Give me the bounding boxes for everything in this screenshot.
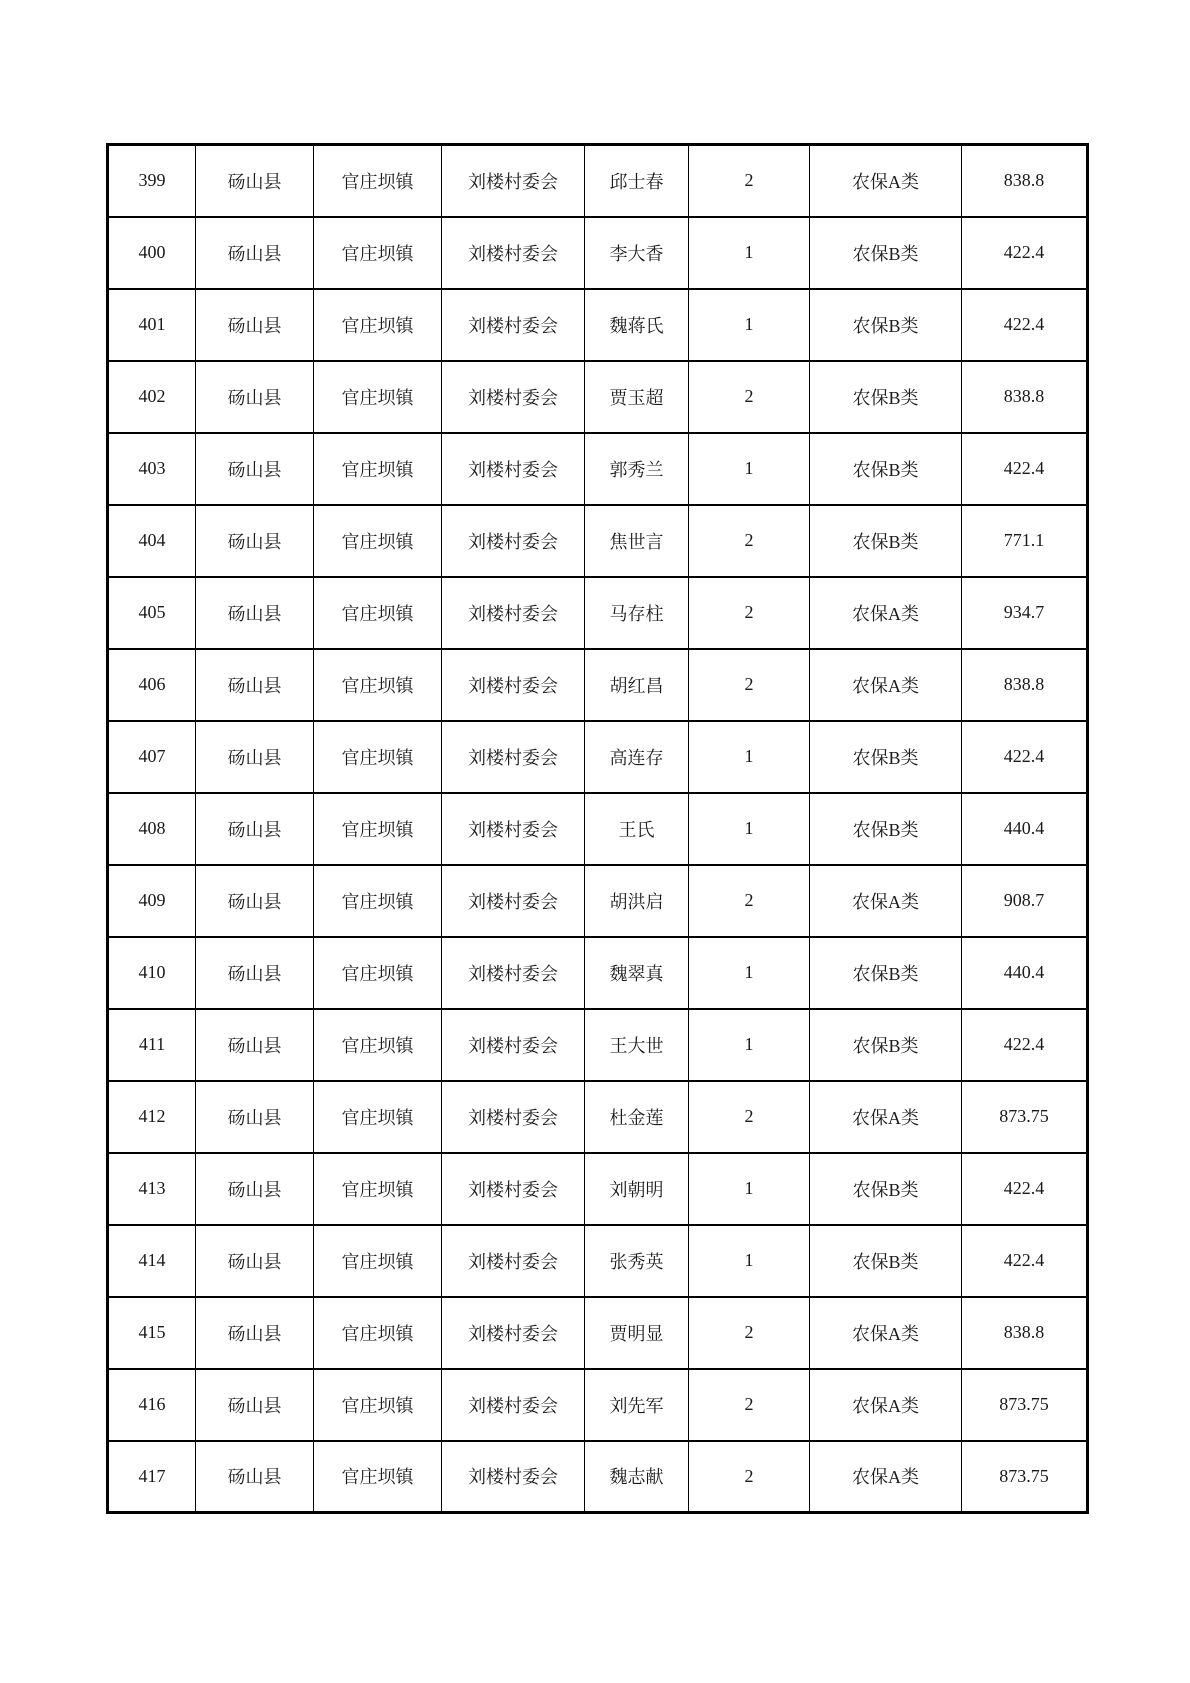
cell-serial-number: 406 [108, 649, 196, 721]
cell-county: 砀山县 [196, 1009, 314, 1081]
cell-village-committee: 刘楼村委会 [442, 289, 585, 361]
cell-person-count: 1 [689, 1009, 810, 1081]
cell-village-committee: 刘楼村委会 [442, 721, 585, 793]
cell-serial-number: 401 [108, 289, 196, 361]
table-row [108, 1369, 1088, 1441]
cell-person-count: 2 [689, 505, 810, 577]
cell-village-committee: 刘楼村委会 [442, 577, 585, 649]
cell-county: 砀山县 [196, 1225, 314, 1297]
cell-person-count: 2 [689, 1369, 810, 1441]
cell-village-committee: 刘楼村委会 [442, 1441, 585, 1513]
cell-town: 官庄坝镇 [314, 1297, 442, 1369]
cell-serial-number: 416 [108, 1369, 196, 1441]
cell-insurance-type: 农保A类 [810, 865, 962, 937]
cell-amount: 838.8 [962, 361, 1088, 433]
table-row [108, 865, 1088, 937]
cell-amount: 422.4 [962, 217, 1088, 289]
table-row [108, 1081, 1088, 1153]
cell-person-name: 胡洪启 [585, 865, 689, 937]
cell-serial-number: 412 [108, 1081, 196, 1153]
cell-amount: 873.75 [962, 1369, 1088, 1441]
cell-person-name: 贾明显 [585, 1297, 689, 1369]
cell-person-count: 1 [689, 433, 810, 505]
cell-amount: 908.7 [962, 865, 1088, 937]
cell-serial-number: 413 [108, 1153, 196, 1225]
cell-amount: 838.8 [962, 145, 1088, 217]
cell-insurance-type: 农保B类 [810, 433, 962, 505]
cell-amount: 838.8 [962, 649, 1088, 721]
cell-person-name: 魏翠真 [585, 937, 689, 1009]
cell-person-name: 邱士春 [585, 145, 689, 217]
cell-person-name: 焦世言 [585, 505, 689, 577]
cell-county: 砀山县 [196, 937, 314, 1009]
cell-serial-number: 410 [108, 937, 196, 1009]
cell-serial-number: 407 [108, 721, 196, 793]
cell-amount: 422.4 [962, 289, 1088, 361]
cell-serial-number: 399 [108, 145, 196, 217]
cell-person-name: 魏志献 [585, 1441, 689, 1513]
cell-amount: 873.75 [962, 1081, 1088, 1153]
cell-person-count: 1 [689, 1225, 810, 1297]
cell-amount: 422.4 [962, 1225, 1088, 1297]
cell-county: 砀山县 [196, 433, 314, 505]
cell-county: 砀山县 [196, 865, 314, 937]
table-row [108, 145, 1088, 217]
cell-insurance-type: 农保B类 [810, 937, 962, 1009]
cell-person-name: 高连存 [585, 721, 689, 793]
cell-person-name: 刘先军 [585, 1369, 689, 1441]
cell-insurance-type: 农保A类 [810, 145, 962, 217]
cell-village-committee: 刘楼村委会 [442, 937, 585, 1009]
cell-town: 官庄坝镇 [314, 289, 442, 361]
cell-town: 官庄坝镇 [314, 217, 442, 289]
cell-county: 砀山县 [196, 1369, 314, 1441]
cell-town: 官庄坝镇 [314, 1009, 442, 1081]
cell-village-committee: 刘楼村委会 [442, 649, 585, 721]
cell-town: 官庄坝镇 [314, 505, 442, 577]
table-body [108, 145, 1088, 1513]
cell-person-count: 1 [689, 937, 810, 1009]
cell-person-count: 2 [689, 577, 810, 649]
cell-county: 砀山县 [196, 361, 314, 433]
cell-person-name: 贾玉超 [585, 361, 689, 433]
cell-serial-number: 404 [108, 505, 196, 577]
table-row [108, 577, 1088, 649]
cell-insurance-type: 农保A类 [810, 1081, 962, 1153]
cell-village-committee: 刘楼村委会 [442, 1009, 585, 1081]
cell-town: 官庄坝镇 [314, 649, 442, 721]
cell-insurance-type: 农保A类 [810, 577, 962, 649]
cell-town: 官庄坝镇 [314, 145, 442, 217]
cell-insurance-type: 农保B类 [810, 1009, 962, 1081]
cell-insurance-type: 农保B类 [810, 361, 962, 433]
cell-insurance-type: 农保B类 [810, 289, 962, 361]
cell-village-committee: 刘楼村委会 [442, 1369, 585, 1441]
table-row [108, 361, 1088, 433]
cell-amount: 934.7 [962, 577, 1088, 649]
cell-county: 砀山县 [196, 577, 314, 649]
cell-town: 官庄坝镇 [314, 721, 442, 793]
cell-person-count: 2 [689, 1081, 810, 1153]
cell-person-count: 2 [689, 649, 810, 721]
cell-person-name: 王氏 [585, 793, 689, 865]
cell-serial-number: 417 [108, 1441, 196, 1513]
cell-town: 官庄坝镇 [314, 577, 442, 649]
cell-person-count: 2 [689, 1297, 810, 1369]
cell-county: 砀山县 [196, 721, 314, 793]
cell-person-name: 郭秀兰 [585, 433, 689, 505]
cell-serial-number: 414 [108, 1225, 196, 1297]
cell-insurance-type: 农保B类 [810, 721, 962, 793]
cell-person-name: 刘朝明 [585, 1153, 689, 1225]
cell-amount: 422.4 [962, 1153, 1088, 1225]
cell-village-committee: 刘楼村委会 [442, 505, 585, 577]
cell-town: 官庄坝镇 [314, 1153, 442, 1225]
cell-amount: 422.4 [962, 433, 1088, 505]
cell-insurance-type: 农保B类 [810, 505, 962, 577]
cell-county: 砀山县 [196, 1081, 314, 1153]
cell-insurance-type: 农保B类 [810, 217, 962, 289]
cell-amount: 838.8 [962, 1297, 1088, 1369]
cell-serial-number: 415 [108, 1297, 196, 1369]
cell-insurance-type: 农保A类 [810, 1297, 962, 1369]
cell-insurance-type: 农保A类 [810, 649, 962, 721]
cell-amount: 873.75 [962, 1441, 1088, 1513]
cell-county: 砀山县 [196, 649, 314, 721]
cell-county: 砀山县 [196, 793, 314, 865]
cell-county: 砀山县 [196, 505, 314, 577]
cell-insurance-type: 农保A类 [810, 1369, 962, 1441]
cell-town: 官庄坝镇 [314, 1081, 442, 1153]
cell-serial-number: 408 [108, 793, 196, 865]
cell-person-count: 2 [689, 361, 810, 433]
cell-person-count: 1 [689, 721, 810, 793]
cell-serial-number: 405 [108, 577, 196, 649]
cell-insurance-type: 农保B类 [810, 1225, 962, 1297]
cell-village-committee: 刘楼村委会 [442, 361, 585, 433]
table-row [108, 1225, 1088, 1297]
cell-village-committee: 刘楼村委会 [442, 1081, 585, 1153]
table-row [108, 937, 1088, 1009]
cell-insurance-type: 农保B类 [810, 793, 962, 865]
cell-person-count: 2 [689, 1441, 810, 1513]
cell-person-name: 胡红昌 [585, 649, 689, 721]
cell-town: 官庄坝镇 [314, 937, 442, 1009]
cell-insurance-type: 农保B类 [810, 1153, 962, 1225]
cell-town: 官庄坝镇 [314, 361, 442, 433]
table-row [108, 217, 1088, 289]
cell-town: 官庄坝镇 [314, 865, 442, 937]
cell-town: 官庄坝镇 [314, 1225, 442, 1297]
cell-person-count: 1 [689, 1153, 810, 1225]
cell-county: 砀山县 [196, 1153, 314, 1225]
cell-person-count: 2 [689, 145, 810, 217]
cell-person-name: 马存柱 [585, 577, 689, 649]
cell-amount: 440.4 [962, 793, 1088, 865]
cell-person-count: 1 [689, 793, 810, 865]
cell-county: 砀山县 [196, 289, 314, 361]
cell-village-committee: 刘楼村委会 [442, 1297, 585, 1369]
cell-county: 砀山县 [196, 1297, 314, 1369]
table-row [108, 793, 1088, 865]
benefit-roster-table [106, 143, 1089, 1514]
cell-town: 官庄坝镇 [314, 1369, 442, 1441]
cell-amount: 422.4 [962, 1009, 1088, 1081]
cell-serial-number: 411 [108, 1009, 196, 1081]
cell-amount: 440.4 [962, 937, 1088, 1009]
cell-serial-number: 409 [108, 865, 196, 937]
cell-village-committee: 刘楼村委会 [442, 145, 585, 217]
cell-serial-number: 400 [108, 217, 196, 289]
table-row [108, 1153, 1088, 1225]
cell-person-name: 张秀英 [585, 1225, 689, 1297]
table-row [108, 1441, 1088, 1513]
cell-town: 官庄坝镇 [314, 433, 442, 505]
cell-person-count: 1 [689, 289, 810, 361]
cell-person-count: 2 [689, 865, 810, 937]
cell-person-name: 王大世 [585, 1009, 689, 1081]
cell-village-committee: 刘楼村委会 [442, 1225, 585, 1297]
table-row [108, 721, 1088, 793]
cell-person-name: 李大香 [585, 217, 689, 289]
cell-county: 砀山县 [196, 1441, 314, 1513]
cell-insurance-type: 农保A类 [810, 1441, 962, 1513]
table-row [108, 289, 1088, 361]
cell-village-committee: 刘楼村委会 [442, 793, 585, 865]
cell-serial-number: 403 [108, 433, 196, 505]
table-row [108, 1297, 1088, 1369]
cell-county: 砀山县 [196, 217, 314, 289]
table-row [108, 433, 1088, 505]
cell-county: 砀山县 [196, 145, 314, 217]
table-row [108, 1009, 1088, 1081]
cell-person-name: 魏蒋氏 [585, 289, 689, 361]
table-row [108, 505, 1088, 577]
cell-village-committee: 刘楼村委会 [442, 217, 585, 289]
cell-person-name: 杜金莲 [585, 1081, 689, 1153]
cell-amount: 771.1 [962, 505, 1088, 577]
cell-town: 官庄坝镇 [314, 793, 442, 865]
cell-amount: 422.4 [962, 721, 1088, 793]
cell-village-committee: 刘楼村委会 [442, 1153, 585, 1225]
cell-town: 官庄坝镇 [314, 1441, 442, 1513]
cell-serial-number: 402 [108, 361, 196, 433]
cell-village-committee: 刘楼村委会 [442, 433, 585, 505]
table-row [108, 649, 1088, 721]
cell-village-committee: 刘楼村委会 [442, 865, 585, 937]
cell-person-count: 1 [689, 217, 810, 289]
